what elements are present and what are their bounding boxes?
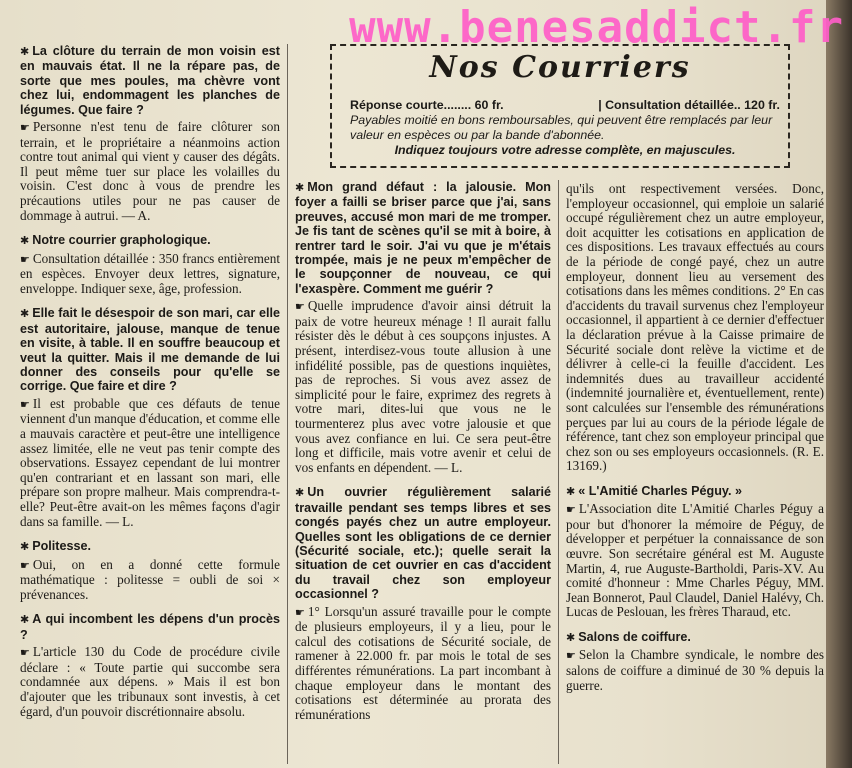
pointing-hand-icon: ☛ <box>295 605 305 619</box>
payment-terms: Payables moitié en bons remboursables, qui peuvent être remplacés par leur valeur en espèces ou par la bande d'abonnée. <box>350 113 773 142</box>
answer-worker-continued: qu'ils ont respectivement versées. Donc, l'employeur occasionnel, qui emploie un salarié occupé régulièrement chez un autre employeur, doit acquitter les cotisations en application de ces dispositions. Les travaux effectués au cours de la période de congé payé, chez un autre employeur, donnent lieu au versement des cotisations dans les mêmes conditions. 2° En cas d'accidents du travail survenus chez l'employeur occasionnel, il appartient à ce dernier d'effectuer la déclaration prévue à la Caisse primaire de Sécurité sociale dont relève la victime et de délivrer à celle-ci la feuille d'accident. Les indemnités dues au travailleur accidenté (indemnité journalière et, éventuellement, rente) sont calculées sur l'ensemble des rémunérations perçues par lui au cours de la période légale de référence, tant chez son employeur principal que chez son ou ses employeurs occasionnels. (R. E. 13169.) <box>566 182 824 474</box>
question-legal-costs: ✱ A qui incombent les dépens d'un procès ? <box>20 612 280 642</box>
heading-hair-salons: ✱ Salons de coiffure. <box>566 630 691 645</box>
pointing-hand-icon: ☛ <box>20 397 30 411</box>
rate-short: Réponse courte........ 60 fr. <box>350 98 504 112</box>
pointing-hand-icon: ☛ <box>20 252 30 266</box>
column-rule-1 <box>287 44 288 764</box>
answer-peguy: ☛ L'Association dite L'Amitié Charles Péguy a pour but d'honorer la mémoire de Péguy, de développer et perpétuer la connaissance de son œuvre. Son secrétaire général est M. Auguste Martin, 4, rue Auguste-Bartholdi, Paris-XV. Au comité d'honneur : Mme Charles Péguy, MM. Jean Bonnerot, Paul Claudel, Daniel Halévy, Ch. Lucas de Peslouan, les frères Tharaud, etc. <box>566 501 824 620</box>
star-icon: ✱ <box>20 45 30 58</box>
answer-graphology: ☛ Consultation détaillée : 350 francs entièrement en espèces. Envoyer deux lettres, signature, enveloppe. Indiquer sexe, âge, profession. <box>20 250 280 296</box>
star-icon: ✱ <box>20 234 30 248</box>
pointing-hand-icon: ☛ <box>20 646 30 660</box>
column-1 <box>20 44 280 764</box>
pointing-hand-icon: ☛ <box>20 558 30 572</box>
heading-graphology: ✱ Notre courrier graphologique. <box>20 233 211 248</box>
column-2 <box>295 180 551 764</box>
answer-politeness: ☛ Oui, on en a donné cette formule mathématique : politesse = oubli de soi × prévenances. <box>20 556 280 602</box>
page-edge-shadow <box>826 0 852 768</box>
star-icon: ✱ <box>566 484 576 498</box>
courriers-title: Nos Courriers <box>429 50 691 85</box>
answer-husband: ☛ Il est probable que ces défauts de tenue viennent d'un manque d'éducation, et comme elle a mauvais caractère et peut-être une intelligence assez limitée, elle ne veut pas tenir compte des observations. Essayez cependant de lui montrer qu'en contrariant et en lassant son mari, elle prépare son propre malheur. Mais comprendra-t-elle? Peut-être avait-on les mêmes façons d'agir dans sa famille. — L. <box>20 395 280 529</box>
answer-worker: ☛ 1° Lorsqu'un assuré travaille pour le compte de plusieurs employeurs, il y a lieu, pour le calcul des cotisations de Sécurité sociale, de ramener à 22.000 fr. par mois le total de ses différentes rémunérations. La part incombant à chaque employeur dans le montant des cotisations est déterminée au prorata des rémunérations <box>295 603 551 722</box>
pointing-hand-icon: ☛ <box>20 121 30 135</box>
pointing-hand-icon: ☛ <box>566 503 576 517</box>
star-icon: ✱ <box>20 613 30 627</box>
answer-fence: ☛ Personne n'est tenu de faire clôturer son terrain, et le propriétaire a néanmoins action contre tout animal qui vient y causer des dégâts. Il peut même tuer sur place les volailles du voisin. C'est donc à vous de prendre les précautions utiles pour ne pas causer de dommage à autrui. — A. <box>20 119 280 223</box>
question-jealousy: ✱ Mon grand défaut : la jalousie. Mon foyer a failli se briser parce que j'ai, sans preuves, accusé mon mari de me tromper. Je fis tant de scènes qu'il se mit à boire, à rentrer tard le soir. J'ai vu que je m'étais trompée, mais je ne peux m'empêcher de le soupçonner de nouveau, ce qui l'exaspère. Comment me guérir ? <box>295 180 551 296</box>
column-rule-2 <box>558 180 559 764</box>
heading-politeness: ✱ Politesse. <box>20 539 92 554</box>
rates-line <box>350 98 780 113</box>
star-icon: ✱ <box>20 540 30 554</box>
pointing-hand-icon: ☛ <box>566 649 576 663</box>
star-icon: ✱ <box>20 307 30 321</box>
answer-legal-costs: ☛ L'article 130 du Code de procédure civile déclare : « Toute partie qui succombe sera condamnée aux dépens. » Mais il est bon d'ajouter que les tribunaux sont investis, à cet égard, d'un pouvoir discrétionnaire absolu. <box>20 644 280 719</box>
answer-hair-salons: ☛ Selon la Chambre syndicale, le nombre des salons de coiffure a diminué de 30 % depuis la guerre. <box>566 647 824 693</box>
question-worker: ✱ Un ouvrier régulièrement salarié travaille pendant ses temps libres et ses congés payés chez un autre employeur. Quelles sont les obligations de ce dernier (Sécurité sociale, etc.); quelle serait la situation de cet ouvrier en cas d'accident du travail chez son employeur occasionnel ? <box>295 485 551 602</box>
star-icon: ✱ <box>295 486 305 500</box>
answer-jealousy: ☛ Quelle imprudence d'avoir ainsi détruit la paix de votre heureux ménage ! Il aurait fallu résister dès le début à ces soupçons injustes. A présent, interdisez-vous toute allusion à une infidélité possible, pas de questions inquiètes, pas de reproches. Si vous avez assez de simplicité pour le faire, exprimez des regrets à votre mari, dites-lui que vous ne le tourmenterez plus avec votre jalousie et que vous avez confiance en lui. Ce sera peut-être long et difficile, mais votre avenir et celui de vos enfants en dépendent. — L. <box>295 298 551 475</box>
watermark-text: www.benesaddict.fr <box>349 2 844 53</box>
star-icon: ✱ <box>566 631 576 645</box>
rate-detailed: | Consultation détaillée.. 120 fr. <box>598 98 780 112</box>
courriers-rates <box>350 98 780 158</box>
column-3 <box>566 182 824 764</box>
star-icon: ✱ <box>295 181 305 194</box>
pointing-hand-icon: ☛ <box>295 300 305 314</box>
address-note: Indiquez toujours votre adresse complète, en majuscules. <box>394 143 736 157</box>
heading-peguy: ✱ « L'Amitié Charles Péguy. » <box>566 483 742 498</box>
question-husband: ✱ Elle fait le désespoir de son mari, car elle est autoritaire, jalouse, manque de tenue en visite, à table. Il en souffre beaucoup et veut la quitter. Mais il me demande de lui donner des conseils pour qu'elle se corrige. Que faire et dire ? <box>20 306 280 394</box>
question-fence: ✱ La clôture du terrain de mon voisin est en mauvais état. Il ne la répare pas, de sorte que mes poules, ma chèvre vont chez lui, endommagent les planches de légumes. Que faire ? <box>20 44 280 117</box>
